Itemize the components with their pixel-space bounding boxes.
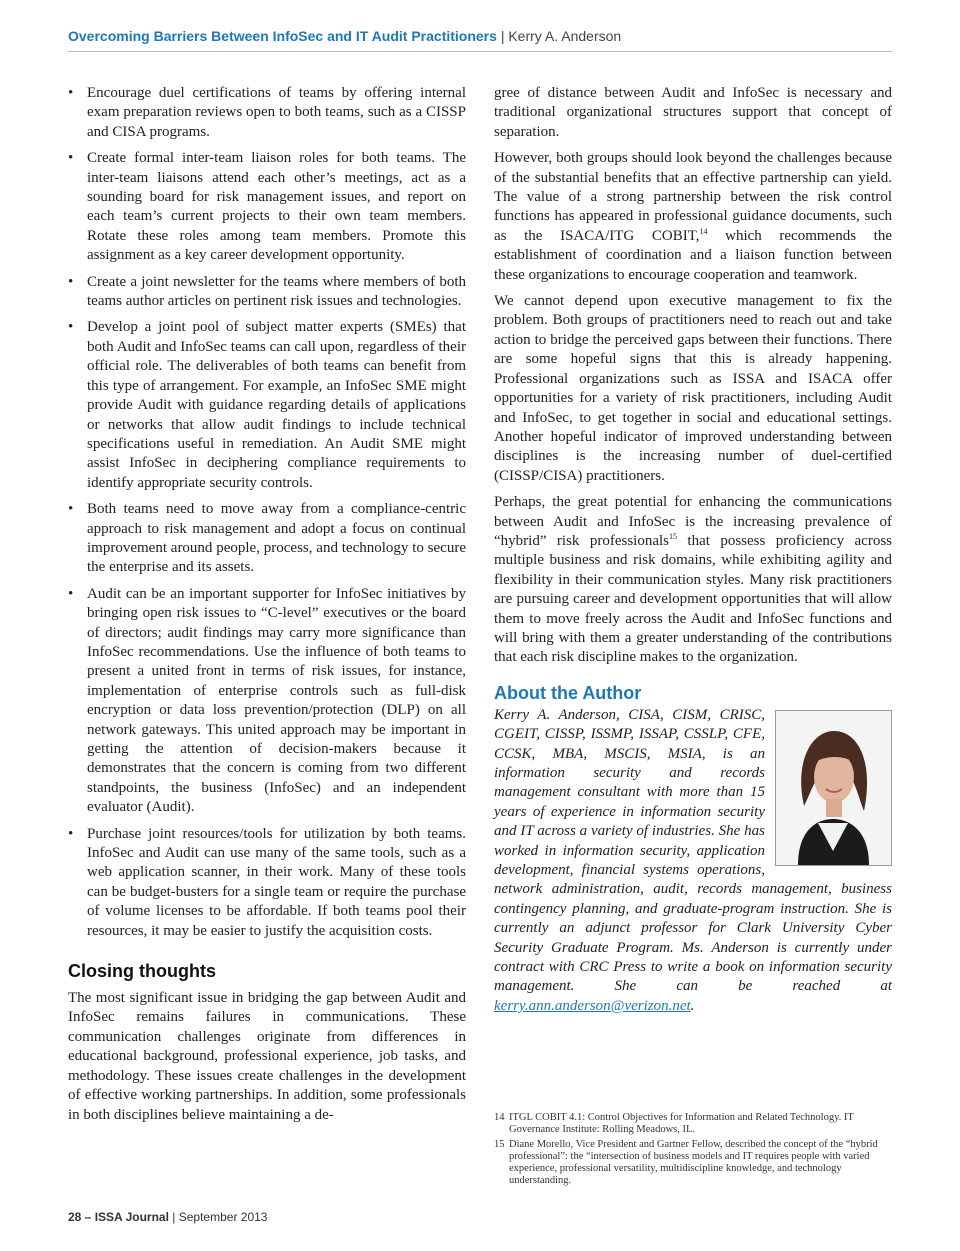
bullet-icon: •: [68, 85, 74, 101]
bullet-icon: •: [68, 825, 74, 842]
author-photo: [775, 710, 892, 866]
paragraph-hybrid: Perhaps, the great potential for enhancing the communications between Audit and InfoSec is the increasing prevalence of “hybrid” risk professionals$^{15}$ that possess proficiency across multiple business and risk domains, while exhibiting agility and flexibility in their communication styles. Many risk practitioners are pursuing career and development opportunities that will allow them to move freely across the Audit and InfoSec functions and will bring with them a greater understanding of the contributions that each risk discipline makes to the organization.: [494, 494, 892, 666]
list-item: • Purchase joint resources/tools for utilization by both teams. InfoSec and Audit can use many of the same tools, such as a web application scanner, in their work. Many of these tools can be budget-busters for a single team or require the purchase of volume licenses to be affordable. If both teams pool their resources, it may be easier to justify the acquisition costs.: [68, 825, 466, 939]
bullet-icon: •: [68, 273, 74, 290]
list-item: • Audit can be an important supporter for InfoSec initiatives by bringing open risk issues to “C-level” executives or the board of directors; audit findings may carry more significance than InfoSec recommendations. Use the influence of both teams to present a united front in terms of risk issues, for instance, implementation of enterprise controls such as full-disk encryption or data loss prevention/protection (DLP) on all network gateways. This united approach may be important in getting the attention of decision-makers because it demonstrates that the concern is coming from two different standpoints, the business (InfoSec) and an independent evaluator (Audit).: [68, 585, 466, 816]
about-author-heading: About the Author: [494, 682, 642, 703]
bullet-icon: •: [68, 585, 74, 602]
list-item: • Create a joint newsletter for the teams where members of both teams author articles on pertinent risk issues and technologies.: [68, 273, 466, 310]
bullet-icon: •: [68, 319, 74, 336]
right-column: [494, 84, 892, 1023]
list-item: • Develop a joint pool of subject matter experts (SMEs) that both Audit and InfoSec teams can call upon, regardless of their official role. The deliverables of both teams can benefit from this type of arrangement. For example, an InfoSec SME might provide Audit with guidance regarding details of applications or networks that allow audit findings to include technical specifications useful in remediation. An Audit SME might assist InfoSec in deciphering compliance requirements to identify appropriate security controls.: [68, 319, 466, 491]
bullet-icon: •: [68, 501, 74, 518]
footer-separator: |: [172, 1210, 176, 1224]
author-portrait-icon: [776, 711, 891, 865]
closing-thoughts-heading: Closing thoughts: [68, 961, 216, 982]
left-column: [68, 84, 466, 1132]
running-header: [68, 27, 892, 52]
list-item: • Create formal inter-team liaison roles for both teams. The inter-team liaisons attend each other’s meetings, act as a sounding board for risk management issues, and report on each team’s current projects to their own team members. Rotate these roles among team members. Promote this assignment as a key career development opportunity.: [68, 150, 466, 264]
page-number: 28 – ISSA Journal: [68, 1210, 169, 1224]
footnote-ref-14[interactable]: 14: [699, 226, 708, 236]
paragraph-executive: We cannot depend upon executive management to fix the problem. Both groups of practitioners need to reach out and take action to bridge the perceived gaps between their functions. There are some hopeful signs that this is already happening. Professional organizations such as ISSA and ISACA offer opportunities for a variety of risk practitioners, including Audit and InfoSec, to get together in social and educational settings. Another hopeful indicator of improved understanding between disciplines is the increasing number of duel-certified (CISSP/CISA) practitioners.: [494, 293, 892, 484]
closing-paragraph: The most significant issue in bridging the gap between Audit and InfoSec remains failures in communications. These communication challenges originate from differences in educational background, professional experience, job tasks, and methodology. These issues create challenges in the development of effective working partnerships. In addition, some professionals in both disciplines believe maintaining a de-: [68, 990, 466, 1123]
article-title: Overcoming Barriers Between InfoSec and IT Audit Practitioners: [68, 28, 497, 44]
paragraph-separation: gree of distance between Audit and InfoSec is necessary and traditional organizational structures support that concept of separation.: [494, 85, 892, 140]
footnote-ref-15[interactable]: 15: [669, 531, 677, 541]
paragraph-partnership: However, both groups should look beyond the challenges because of the substantial benefits that an effective partnership can yield. The value of a strong partnership between the risk control functions has appeared in professional guidance documents, such as the ISACA/ITG COBIT,$^{14}$ which recommends the establishment of coordination and a liaison function between these organizations to encourage cooperation and teamwork.: [494, 150, 892, 283]
footnotes: [494, 1112, 892, 1190]
recommendation-list: [68, 84, 466, 941]
author-email-link[interactable]: kerry.ann.anderson@verizon.net: [494, 997, 691, 1014]
list-item: • Both teams need to move away from a compliance-centric approach to risk management and adopt a focus on continual improvement around people, process, and technology to secure the enterprise and its assets.: [68, 501, 466, 576]
issue-date: September 2013: [178, 1210, 268, 1224]
footnote-15: 15 Diane Morello, Vice President and Gartner Fellow, described the concept of the “hybrid professional”: the “intersection of business models and IT requires people with varied experience, professional versatility, multidiscipline knowledge, and technology understanding.: [494, 1139, 878, 1186]
page-footer: [68, 1210, 267, 1224]
bullet-icon: •: [68, 150, 74, 167]
footnote-14: 14 ITGL COBIT 4.1: Control Objectives for Information and Related Technology. IT Governance Institute: Rolling Meadows, IL.: [494, 1112, 854, 1135]
header-author: Kerry A. Anderson: [508, 28, 622, 44]
author-bio: Kerry A. Anderson, CISA, CISM, CRISC, CGEIT, CISSP, ISSMP, ISSAP, CSSLP, CFE, CCSK, MBA, MSCIS, MSIA, is an information security and records management consultant with more than 15 years of experience in information security and IT across a variety of industries. She has worked in information security, application development, financial systems operations, network administration, audit, records management, business contingency planning, and graduate-program instruction. She is currently an adjunct professor for Clark University Cyber Security Graduate Program. Ms. Anderson is currently under contract with CRC Press to write a book on information security management. She can be reached at kerry.ann.anderson@verizon.net.: [494, 706, 892, 1014]
header-separator: |: [500, 28, 505, 44]
list-item: • Encourage duel certifications of teams by offering internal exam preparation reviews open to both teams, such as a CISSP and CISA programs.: [68, 85, 466, 140]
